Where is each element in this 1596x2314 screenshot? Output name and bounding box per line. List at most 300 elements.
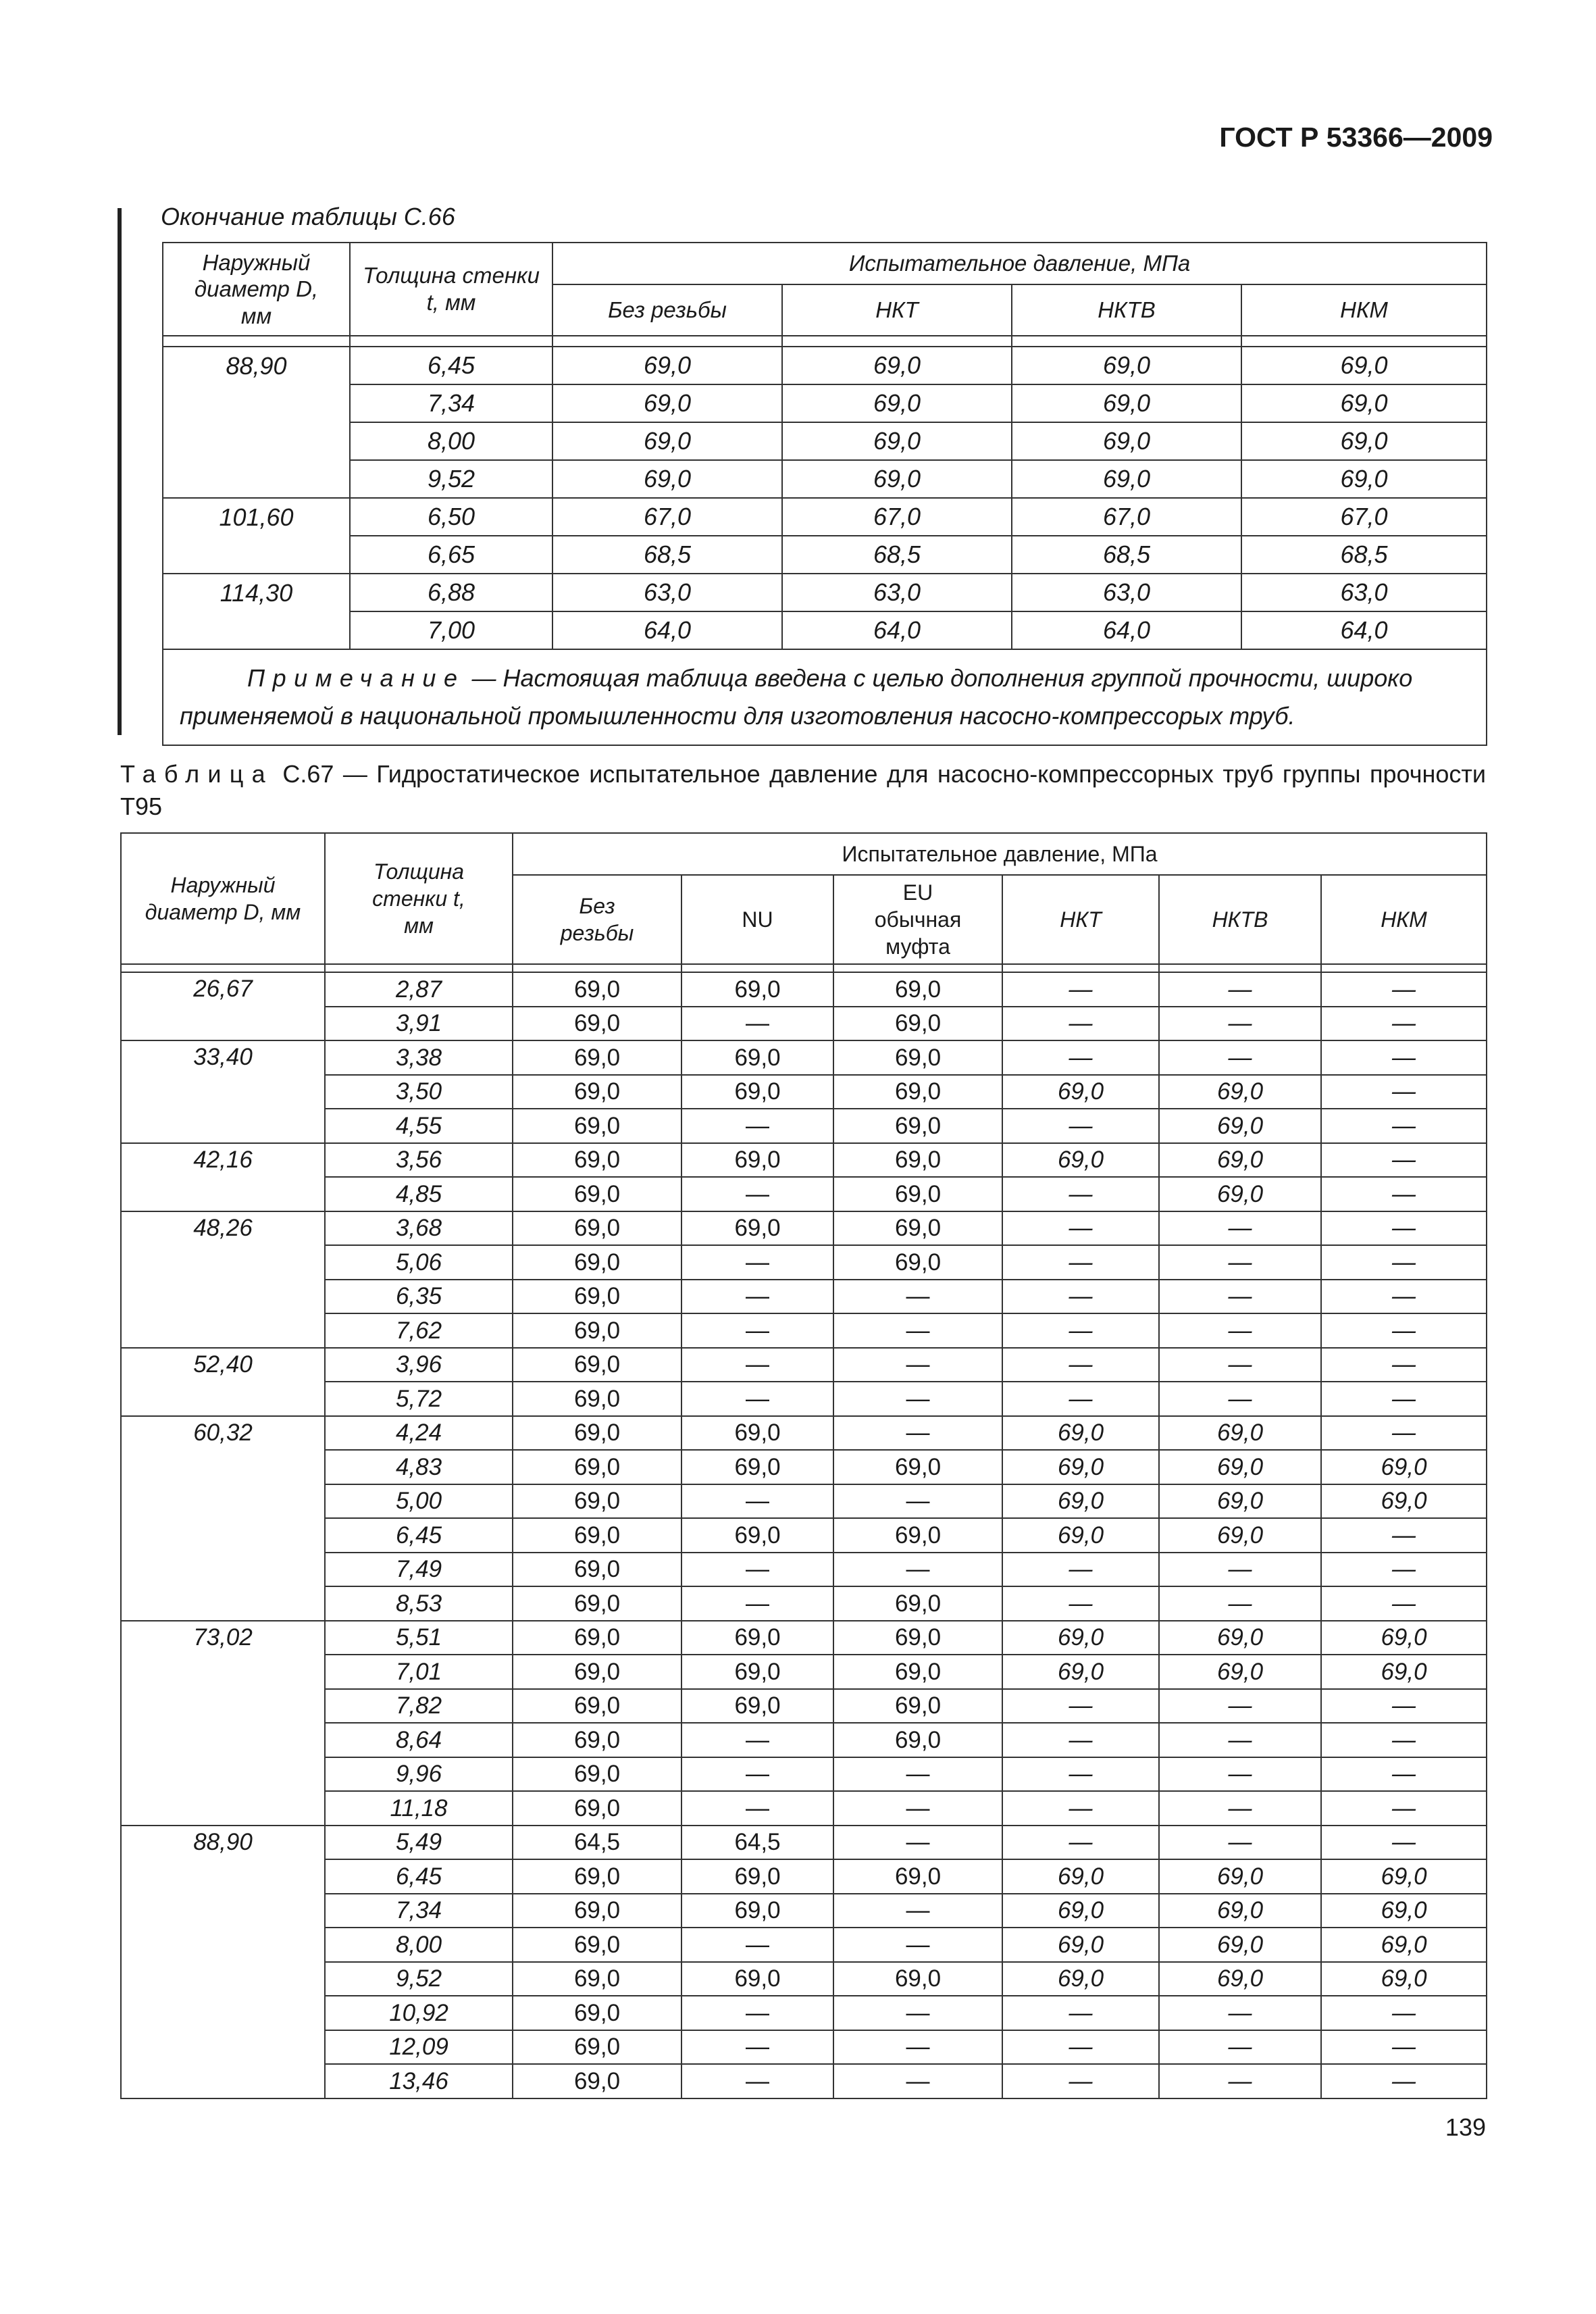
thickness-cell: 6,65 [350, 536, 552, 574]
pressure-cell: — [1159, 1040, 1321, 1075]
pressure-cell: 69,0 [1321, 1894, 1487, 1928]
pressure-cell: — [1159, 1996, 1321, 2030]
table-row [163, 498, 1487, 536]
table-c67-body [121, 964, 1487, 2098]
col-header-pressure: Испытательное давление, МПа [513, 833, 1487, 875]
table-row [121, 1280, 1487, 1314]
pressure-cell: 69,0 [1159, 1143, 1321, 1178]
pressure-cell: — [1321, 1177, 1487, 1211]
thickness-cell: 12,09 [325, 2030, 513, 2065]
pressure-cell: 69,0 [513, 1689, 681, 1724]
table-row [121, 1177, 1487, 1211]
pressure-cell: — [1321, 1416, 1487, 1451]
pressure-cell: — [1002, 972, 1159, 1007]
pressure-cell: 69,0 [1002, 1484, 1159, 1519]
pressure-cell: 69,0 [513, 1348, 681, 1382]
pressure-cell: — [681, 1382, 833, 1416]
pressure-cell: 69,0 [513, 1518, 681, 1553]
table-row [163, 384, 1487, 422]
pressure-cell: — [833, 2030, 1002, 2065]
table-row [121, 1211, 1487, 1246]
pressure-cell: — [1159, 1280, 1321, 1314]
pressure-cell: 69,0 [513, 1007, 681, 1041]
pressure-cell: — [833, 1484, 1002, 1519]
pressure-cell: — [1002, 1177, 1159, 1211]
pressure-cell: 69,0 [513, 1245, 681, 1280]
diameter-cell: 26,67 [121, 972, 325, 1040]
pressure-cell: — [1321, 1518, 1487, 1553]
pressure-cell: 69,0 [513, 1859, 681, 1894]
pressure-cell: — [681, 1791, 833, 1826]
pressure-cell: 69,0 [833, 1859, 1002, 1894]
thickness-cell: 3,91 [325, 1007, 513, 1041]
pressure-cell: 69,0 [552, 460, 782, 498]
pressure-cell: — [833, 1416, 1002, 1451]
pressure-cell: — [1321, 1996, 1487, 2030]
table-row [121, 1484, 1487, 1519]
table-row [121, 2030, 1487, 2065]
diameter-cell: 48,26 [121, 1211, 325, 1348]
pressure-cell: 69,0 [782, 347, 1012, 384]
table-row [121, 1007, 1487, 1041]
pressure-cell: — [1159, 2064, 1321, 2098]
pressure-cell: — [1002, 1348, 1159, 1382]
pressure-cell: — [1321, 1211, 1487, 1246]
table-row [121, 1859, 1487, 1894]
pressure-cell: 69,0 [1002, 1450, 1159, 1484]
pressure-cell: 69,0 [1159, 1962, 1321, 1996]
pressure-cell: 69,0 [513, 1313, 681, 1348]
pressure-cell: — [833, 1348, 1002, 1382]
pressure-cell: — [1002, 2064, 1159, 2098]
pressure-cell: — [1002, 1280, 1159, 1314]
pressure-cell: 69,0 [1159, 1928, 1321, 1962]
table-row [121, 1348, 1487, 1382]
pressure-cell: 69,0 [833, 1962, 1002, 1996]
pressure-cell: 69,0 [1321, 1928, 1487, 1962]
table-row [121, 1143, 1487, 1178]
pressure-cell: 64,0 [552, 611, 782, 649]
pressure-cell: 67,0 [1012, 498, 1241, 536]
pressure-cell: — [681, 2064, 833, 2098]
thickness-cell: 13,46 [325, 2064, 513, 2098]
table-row [121, 1075, 1487, 1109]
pressure-cell: 69,0 [513, 1621, 681, 1655]
table-row [121, 1518, 1487, 1553]
table-row [121, 1791, 1487, 1826]
pressure-cell: 69,0 [513, 1109, 681, 1143]
pressure-cell: — [1159, 1313, 1321, 1348]
pressure-cell: — [681, 1280, 833, 1314]
pressure-cell: 69,0 [833, 1007, 1002, 1041]
pressure-cell: — [681, 1586, 833, 1621]
col-header-eu-coupling: EU обычная муфта [833, 875, 1002, 964]
thickness-cell: 3,50 [325, 1075, 513, 1109]
pressure-cell: — [681, 1177, 833, 1211]
note-text: — Настоящая таблица введена с целью дополнения группой прочности, широко применяемой в национальной промышленности для изготовления насосно-компрессорых труб. [180, 664, 1413, 730]
thickness-cell: 7,62 [325, 1313, 513, 1348]
pressure-cell: — [1002, 1109, 1159, 1143]
pressure-cell: 64,0 [1241, 611, 1487, 649]
pressure-cell: 69,0 [681, 1075, 833, 1109]
pressure-cell: — [681, 1996, 833, 2030]
table-row [163, 422, 1487, 460]
pressure-cell: — [833, 1280, 1002, 1314]
thickness-cell: 7,34 [350, 384, 552, 422]
table-c67-caption-label: Таблица [120, 760, 274, 788]
pressure-cell: 69,0 [833, 1655, 1002, 1689]
thickness-cell: 5,51 [325, 1621, 513, 1655]
table-c67-caption-text: С.67 — Гидростатическое испытательное давление для насосно-компрессорных труб группы прочности Т95 [120, 760, 1486, 820]
pressure-cell: 69,0 [1002, 1894, 1159, 1928]
pressure-cell: 69,0 [1159, 1655, 1321, 1689]
pressure-cell: 69,0 [681, 1859, 833, 1894]
pressure-cell: — [681, 1313, 833, 1348]
table-c67-caption [120, 758, 1486, 823]
pressure-cell: 69,0 [833, 1143, 1002, 1178]
pressure-cell: — [1321, 1586, 1487, 1621]
thickness-cell: 2,87 [325, 972, 513, 1007]
col-header-no-thread: Без резьбы [513, 875, 681, 964]
table-row [163, 574, 1487, 611]
diameter-cell: 101,60 [163, 498, 350, 574]
table-row [121, 1040, 1487, 1075]
diameter-cell: 33,40 [121, 1040, 325, 1143]
pressure-cell: — [833, 1996, 1002, 2030]
thickness-cell: 4,83 [325, 1450, 513, 1484]
thickness-cell: 4,55 [325, 1109, 513, 1143]
pressure-cell: 69,0 [1241, 347, 1487, 384]
pressure-cell: 69,0 [681, 1416, 833, 1451]
table-row [163, 347, 1487, 384]
diameter-cell: 42,16 [121, 1143, 325, 1211]
table-row [163, 611, 1487, 649]
pressure-cell: 69,0 [1241, 384, 1487, 422]
pressure-cell: — [681, 1484, 833, 1519]
pressure-cell: 69,0 [1159, 1859, 1321, 1894]
pressure-cell: 64,5 [513, 1826, 681, 1860]
pressure-cell: 67,0 [552, 498, 782, 536]
col-header-nktv: НКТВ [1159, 875, 1321, 964]
pressure-cell: — [833, 2064, 1002, 2098]
note-row [163, 649, 1487, 745]
pressure-cell: — [833, 1826, 1002, 1860]
thickness-cell: 7,49 [325, 1553, 513, 1587]
pressure-cell: — [1159, 1586, 1321, 1621]
pressure-cell: — [681, 2030, 833, 2065]
pressure-cell: 69,0 [513, 1075, 681, 1109]
pressure-cell: 69,0 [782, 422, 1012, 460]
pressure-cell: — [1159, 1211, 1321, 1246]
pressure-cell: 69,0 [1321, 1859, 1487, 1894]
pressure-cell: — [1321, 1007, 1487, 1041]
pressure-cell: 63,0 [782, 574, 1012, 611]
diameter-cell: 88,90 [121, 1826, 325, 2098]
pressure-cell: 67,0 [1241, 498, 1487, 536]
pressure-cell: 69,0 [1159, 1177, 1321, 1211]
pressure-cell: 69,0 [513, 1894, 681, 1928]
pressure-cell: 69,0 [1159, 1450, 1321, 1484]
pressure-cell: 69,0 [513, 972, 681, 1007]
pressure-cell: 69,0 [552, 347, 782, 384]
pressure-cell: 69,0 [513, 1996, 681, 2030]
pressure-cell: — [1321, 1040, 1487, 1075]
pressure-cell: 69,0 [833, 1621, 1002, 1655]
pressure-cell: — [1321, 1826, 1487, 1860]
change-bar [118, 208, 122, 735]
pressure-cell: 69,0 [1241, 422, 1487, 460]
table-row [121, 972, 1487, 1007]
pressure-cell: — [1002, 1689, 1159, 1724]
pressure-cell: 69,0 [1012, 384, 1241, 422]
table-row [163, 536, 1487, 574]
col-header-nkm: НКМ [1241, 284, 1487, 336]
pressure-cell: 69,0 [513, 1143, 681, 1178]
pressure-cell: 69,0 [1002, 1655, 1159, 1689]
pressure-cell: — [1002, 1007, 1159, 1041]
pressure-cell: 69,0 [1321, 1962, 1487, 1996]
pressure-cell: — [1159, 1007, 1321, 1041]
pressure-cell: — [1159, 1553, 1321, 1587]
pressure-cell: — [681, 1245, 833, 1280]
pressure-cell: 69,0 [513, 1928, 681, 1962]
thickness-cell: 10,92 [325, 1996, 513, 2030]
pressure-cell: — [1321, 1143, 1487, 1178]
table-row [121, 1826, 1487, 1860]
diameter-cell: 73,02 [121, 1621, 325, 1826]
pressure-cell: 69,0 [1002, 1143, 1159, 1178]
pressure-cell: 69,0 [513, 1382, 681, 1416]
pressure-cell: 69,0 [833, 1586, 1002, 1621]
table-row [121, 1553, 1487, 1587]
pressure-cell: — [1159, 2030, 1321, 2065]
pressure-cell: 68,5 [1241, 536, 1487, 574]
pressure-cell: — [1321, 1313, 1487, 1348]
pressure-cell: — [1321, 1109, 1487, 1143]
table-c66-body [163, 336, 1487, 745]
table-row [121, 1894, 1487, 1928]
pressure-cell: — [1002, 1245, 1159, 1280]
pressure-cell: 69,0 [833, 1245, 1002, 1280]
pressure-cell: 69,0 [513, 1723, 681, 1757]
pressure-cell: 69,0 [681, 1518, 833, 1553]
pressure-cell: — [1002, 2030, 1159, 2065]
pressure-cell: 69,0 [1002, 1859, 1159, 1894]
pressure-cell: 69,0 [1002, 1075, 1159, 1109]
pressure-cell: 69,0 [833, 1040, 1002, 1075]
pressure-cell: 69,0 [782, 384, 1012, 422]
pressure-cell: 69,0 [513, 1416, 681, 1451]
pressure-cell: 69,0 [1159, 1416, 1321, 1451]
pressure-cell: 69,0 [1159, 1518, 1321, 1553]
thickness-cell: 7,82 [325, 1689, 513, 1724]
pressure-cell: — [1321, 1075, 1487, 1109]
pressure-cell: 69,0 [513, 1484, 681, 1519]
pressure-cell: 63,0 [1012, 574, 1241, 611]
pressure-cell: 69,0 [1012, 422, 1241, 460]
pressure-cell: 69,0 [1002, 1621, 1159, 1655]
pressure-cell: 69,0 [681, 1211, 833, 1246]
pressure-cell: 69,0 [681, 972, 833, 1007]
col-header-thickness: Толщина стенки t, мм [325, 833, 513, 964]
pressure-cell: — [1321, 1280, 1487, 1314]
thickness-cell: 9,52 [325, 1962, 513, 1996]
pressure-cell: 69,0 [833, 1450, 1002, 1484]
pressure-cell: 69,0 [513, 1553, 681, 1587]
pressure-cell: — [1321, 1348, 1487, 1382]
thickness-cell: 7,34 [325, 1894, 513, 1928]
diameter-cell: 114,30 [163, 574, 350, 649]
thickness-cell: 6,35 [325, 1280, 513, 1314]
pressure-cell: 69,0 [552, 422, 782, 460]
pressure-cell: 69,0 [513, 1450, 681, 1484]
thickness-cell: 5,49 [325, 1826, 513, 1860]
pressure-cell: 69,0 [1159, 1075, 1321, 1109]
pressure-cell: 69,0 [513, 1757, 681, 1792]
pressure-cell: — [833, 1553, 1002, 1587]
thickness-cell: 3,96 [325, 1348, 513, 1382]
thickness-cell: 3,38 [325, 1040, 513, 1075]
pressure-cell: 69,0 [833, 1689, 1002, 1724]
thickness-cell: 7,01 [325, 1655, 513, 1689]
pressure-cell: 69,0 [1241, 460, 1487, 498]
pressure-cell: — [681, 1109, 833, 1143]
col-header-diameter: Наружный диаметр D, мм [121, 833, 325, 964]
thickness-cell: 11,18 [325, 1791, 513, 1826]
pressure-cell: — [1159, 1689, 1321, 1724]
pressure-cell: 69,0 [1321, 1450, 1487, 1484]
pressure-cell: 69,0 [1012, 347, 1241, 384]
thickness-cell: 8,00 [350, 422, 552, 460]
pressure-cell: — [833, 1382, 1002, 1416]
pressure-cell: 69,0 [681, 1040, 833, 1075]
pressure-cell: — [833, 1313, 1002, 1348]
pressure-cell: 69,0 [681, 1655, 833, 1689]
pressure-cell: 69,0 [513, 1586, 681, 1621]
pressure-cell: 69,0 [681, 1621, 833, 1655]
table-row [121, 1416, 1487, 1451]
pressure-cell: 69,0 [833, 1723, 1002, 1757]
thickness-cell: 6,88 [350, 574, 552, 611]
pressure-cell: — [1002, 1757, 1159, 1792]
pressure-cell: — [833, 1894, 1002, 1928]
table-row [121, 1996, 1487, 2030]
pressure-cell: 63,0 [552, 574, 782, 611]
table-c66-caption: Окончание таблицы С.66 [161, 203, 455, 230]
col-header-nkm: НКМ [1321, 875, 1487, 964]
pressure-cell: 69,0 [1159, 1484, 1321, 1519]
col-header-diameter: Наружный диаметр D, мм [163, 243, 350, 336]
pressure-cell: 69,0 [1002, 1416, 1159, 1451]
pressure-cell: 69,0 [1321, 1621, 1487, 1655]
table-row [121, 1928, 1487, 1962]
pressure-cell: 69,0 [1321, 1484, 1487, 1519]
pressure-cell: 69,0 [1159, 1109, 1321, 1143]
pressure-cell: — [833, 1928, 1002, 1962]
pressure-cell: 64,5 [681, 1826, 833, 1860]
pressure-cell: 69,0 [833, 1518, 1002, 1553]
table-row [121, 2064, 1487, 2098]
table-note [163, 649, 1487, 745]
pressure-cell: — [1159, 1723, 1321, 1757]
document-code: ГОСТ Р 53366—2009 [1219, 122, 1493, 153]
pressure-cell: — [833, 1757, 1002, 1792]
pressure-cell: 69,0 [1002, 1928, 1159, 1962]
pressure-cell: 69,0 [513, 1791, 681, 1826]
thickness-cell: 6,50 [350, 498, 552, 536]
pressure-cell: 69,0 [1002, 1518, 1159, 1553]
pressure-cell: 69,0 [513, 1040, 681, 1075]
header-gap-row [121, 964, 1487, 972]
pressure-cell: — [1002, 1313, 1159, 1348]
table-row [121, 1382, 1487, 1416]
thickness-cell: 3,56 [325, 1143, 513, 1178]
col-header-nkt: НКТ [1002, 875, 1159, 964]
pressure-cell: — [1321, 1689, 1487, 1724]
thickness-cell: 4,24 [325, 1416, 513, 1451]
pressure-cell: — [1002, 1723, 1159, 1757]
pressure-cell: — [1321, 1791, 1487, 1826]
pressure-cell: 69,0 [552, 384, 782, 422]
pressure-cell: — [1159, 1826, 1321, 1860]
pressure-cell: 69,0 [681, 1894, 833, 1928]
diameter-cell: 88,90 [163, 347, 350, 498]
table-c66 [162, 242, 1487, 746]
pressure-cell: 69,0 [833, 972, 1002, 1007]
pressure-cell: — [681, 1757, 833, 1792]
col-header-pressure: Испытательное давление, МПа [552, 243, 1487, 284]
pressure-cell: — [1321, 1553, 1487, 1587]
pressure-cell: — [1002, 1586, 1159, 1621]
thickness-cell: 8,53 [325, 1586, 513, 1621]
pressure-cell: — [833, 1791, 1002, 1826]
pressure-cell: — [1002, 1382, 1159, 1416]
pressure-cell: — [1321, 1757, 1487, 1792]
pressure-cell: — [1159, 1791, 1321, 1826]
thickness-cell: 5,00 [325, 1484, 513, 1519]
pressure-cell: 68,5 [552, 536, 782, 574]
pressure-cell: 67,0 [782, 498, 1012, 536]
pressure-cell: 69,0 [833, 1109, 1002, 1143]
table-row [121, 1757, 1487, 1792]
pressure-cell: 69,0 [1321, 1655, 1487, 1689]
pressure-cell: 68,5 [1012, 536, 1241, 574]
thickness-cell: 5,06 [325, 1245, 513, 1280]
pressure-cell: — [1159, 972, 1321, 1007]
diameter-cell: 60,32 [121, 1416, 325, 1621]
pressure-cell: — [681, 1723, 833, 1757]
pressure-cell: 69,0 [681, 1450, 833, 1484]
pressure-cell: — [681, 1007, 833, 1041]
pressure-cell: — [1002, 1211, 1159, 1246]
pressure-cell: 69,0 [513, 2030, 681, 2065]
pressure-cell: 69,0 [833, 1211, 1002, 1246]
thickness-cell: 5,72 [325, 1382, 513, 1416]
pressure-cell: 69,0 [513, 2064, 681, 2098]
pressure-cell: — [1002, 1040, 1159, 1075]
pressure-cell: — [681, 1553, 833, 1587]
pressure-cell: — [1159, 1757, 1321, 1792]
note-label: Примечание [247, 664, 465, 692]
thickness-cell: 6,45 [325, 1859, 513, 1894]
pressure-cell: — [1002, 1996, 1159, 2030]
page-number: 139 [1445, 2113, 1486, 2141]
pressure-cell: 69,0 [1012, 460, 1241, 498]
thickness-cell: 3,68 [325, 1211, 513, 1246]
pressure-cell: 69,0 [1002, 1962, 1159, 1996]
pressure-cell: — [1159, 1348, 1321, 1382]
pressure-cell: 69,0 [833, 1075, 1002, 1109]
